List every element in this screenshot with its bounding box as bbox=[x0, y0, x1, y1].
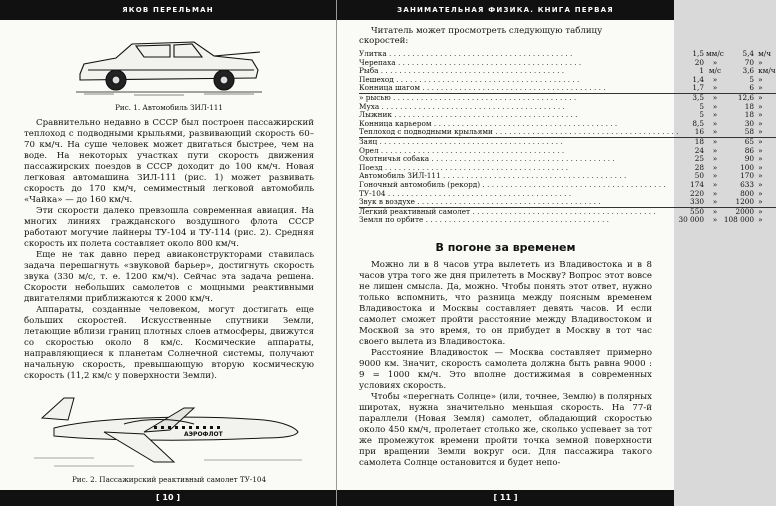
speed-name: Муха . . . bbox=[359, 102, 565, 111]
speed-unit-1-cell: » bbox=[712, 92, 718, 102]
speed-unit-1-cell: » bbox=[712, 57, 718, 67]
speed-value-1-cell: 16 bbox=[678, 128, 706, 137]
left-paragraph-2: Эти скорости далеко превзошла современная авиация. На многих линиях гражданского воздушного флота СССР работают могучие лайнеры ТУ-104 и ТУ-114 (рис. 2). Средняя скорость их полета составляет около 800 км/ч. bbox=[24, 206, 314, 249]
fig2-caption: Рис. 2. Пассажирский реактивный самолет ТУ-104 bbox=[71, 475, 267, 484]
speed-unit-1-cell: » bbox=[712, 154, 718, 164]
speed-name: Звук в воздухе . . . bbox=[359, 197, 601, 206]
speed-name: ТУ-104 . . . bbox=[359, 189, 571, 198]
speed-name: Автомобиль ЗИЛ-111 . . . bbox=[359, 171, 626, 180]
right-paragraph-1: Можно ли в 8 часов утра вылететь из Владивостока и в 8 часов утра того же дня прилететь в Москву? Вопрос этот вовсе не лишен смысла. Да, можно. Чтобы понять этот ответ, нужно только вспомнить, что разница между поясным временем Владивостока и Москвы составляет девять часов. И если самолет сможет пройти расстояние между Владивостоком и Москвой за это время, то он прибудет в Москву в тот час своего вылета из Владивостока. bbox=[359, 259, 652, 347]
speed-unit-2-cell: » bbox=[758, 101, 763, 111]
speed-unit-2-cell: » bbox=[758, 74, 763, 84]
speed-name: Улитка . . . bbox=[359, 49, 572, 58]
speed-unit-1-cell: » bbox=[712, 162, 718, 172]
speed-unit-2-cell: » bbox=[758, 206, 763, 216]
speed-value-2-cell: 70 bbox=[744, 57, 755, 67]
speed-unit-2-cell: » bbox=[758, 145, 763, 155]
speed-unit-1-cell: » bbox=[712, 145, 718, 155]
plane-livery-text: АЭРОФЛОТ bbox=[184, 431, 223, 438]
speed-value-2-cell: 86 bbox=[744, 145, 755, 155]
speed-value-1-cell: 20 bbox=[694, 57, 704, 67]
speed-value-2-cell: 5 bbox=[749, 74, 755, 84]
speed-value-1-cell: 550 bbox=[690, 206, 704, 216]
fig1-caption: Рис. 1. Автомобиль ЗИЛ-111 bbox=[115, 103, 223, 112]
speed-value-2-cell: 1200 bbox=[724, 198, 756, 207]
speed-unit-1-cell: » bbox=[712, 179, 718, 189]
speed-unit-1-cell: м/с bbox=[708, 66, 722, 76]
speed-unit-1-cell: » bbox=[706, 198, 724, 207]
left-paragraph-3: Еще не так давно перед авиаконструкторами ставилась задача перешагнуть «звуковой барьер», достигнуть скорость звука (330 м/с, т. е. 1200 км/ч). Сейчас эта задача решена. Скорости небольших самолетов с мощными реактивными двигателями приближаются к 2000 км/ч. bbox=[24, 250, 314, 304]
speed-name: Лыжник . . . bbox=[359, 110, 577, 119]
speed-name: Земля по орбите . . . bbox=[359, 215, 609, 224]
speed-unit-1-cell: » bbox=[712, 215, 718, 225]
speed-unit-2-cell: » bbox=[758, 110, 763, 120]
speed-unit-2-cell: м/ч bbox=[758, 49, 772, 58]
speed-value-1-cell: 1,5 bbox=[692, 49, 704, 58]
speed-unit-2-cell: » bbox=[758, 171, 763, 181]
speed-name: Рыба . . . bbox=[359, 66, 564, 75]
speed-value-2-cell: 30 bbox=[744, 118, 755, 128]
speed-value-2-cell: 100 bbox=[740, 162, 755, 172]
speed-value-1-cell: 28 bbox=[694, 162, 704, 172]
speed-value-1-cell: 1,7 bbox=[678, 84, 706, 93]
speed-name: Пешеход . . . bbox=[359, 75, 579, 84]
speed-value-2-cell: 65 bbox=[744, 136, 755, 146]
left-page bbox=[0, 0, 337, 506]
speed-unit-2-cell: » bbox=[758, 118, 763, 128]
speed-value-1-cell: 5 bbox=[699, 101, 704, 111]
speed-unit-1-cell: » bbox=[712, 171, 718, 181]
speed-name: Теплоход с подводными крыльями . . . bbox=[359, 127, 678, 136]
speed-name: Гоночный автомобиль (рекорд) . . . bbox=[359, 180, 666, 189]
speed-unit-1-cell: » bbox=[706, 84, 724, 93]
speed-name: Охотничья собака . . . bbox=[359, 154, 615, 163]
speed-name: Орел . . . bbox=[359, 146, 564, 155]
car-illustration bbox=[74, 26, 264, 100]
speed-unit-2-cell: » bbox=[758, 136, 763, 146]
speed-unit-1-cell: » bbox=[712, 136, 718, 146]
speed-unit-2-cell: » bbox=[758, 92, 763, 102]
speed-value-2-cell: 2000 bbox=[735, 206, 755, 216]
right-paragraph-3: Чтобы «перегнать Солнце» (или, точнее, Землю) в полярных широтах, нужна значительно меньшая скорость. На 77-й параллели (Новая Земля) самолет, обладающий скоростью около 450 км/ч, пролетает столько же, сколько успевает за тот же промежуток времени пройти точка земной поверхности при вращении Земли вокруг оси. Для пассажира такого самолета Солнце остановится и будет непо- bbox=[359, 391, 652, 468]
speed-unit-1-cell: » bbox=[712, 101, 718, 111]
speed-value-2-cell: 633 bbox=[740, 179, 755, 189]
speed-unit-1-cell: » bbox=[706, 128, 724, 137]
speed-value-2-cell: 108 000 bbox=[723, 215, 755, 225]
speed-unit-2-cell: » bbox=[758, 154, 763, 164]
right-page-number: [ 11 ] bbox=[337, 490, 674, 506]
speed-unit-1-cell: » bbox=[712, 206, 718, 216]
speed-value-1-cell: 18 bbox=[694, 136, 704, 146]
right-running-header: ЗАНИМАТЕЛЬНАЯ ФИЗИКА. КНИГА ПЕРВАЯ bbox=[337, 0, 674, 20]
speed-value-1-cell: 1,4 bbox=[692, 74, 704, 84]
speed-unit-1-cell: » bbox=[712, 110, 718, 120]
speed-unit-2-cell: » bbox=[758, 215, 763, 225]
right-page bbox=[337, 0, 776, 506]
speed-value-2-cell: 90 bbox=[744, 154, 755, 164]
speed-value-2-cell: 58 bbox=[724, 128, 756, 137]
speed-unit-1-cell: » bbox=[712, 74, 718, 84]
speed-value-2-cell: 12,6 bbox=[737, 92, 755, 102]
speed-unit-2-cell: » bbox=[758, 188, 763, 198]
speed-value-2-cell: 18 bbox=[744, 101, 755, 111]
left-running-header: ЯКОВ ПЕРЕЛЬМАН bbox=[0, 0, 336, 20]
speed-value-1-cell: 30 000 bbox=[678, 215, 704, 225]
speed-name: » рысью . . . bbox=[359, 93, 576, 102]
left-page-number: [ 10 ] bbox=[0, 490, 336, 506]
speed-value-2-cell: 170 bbox=[740, 171, 755, 181]
speed-unit-2-cell: км/ч bbox=[758, 66, 776, 76]
speed-unit-2-cell: » bbox=[756, 128, 776, 137]
table-row bbox=[359, 216, 776, 225]
speed-unit-2-cell: » bbox=[758, 57, 763, 67]
speed-unit-1-cell: » bbox=[712, 188, 718, 198]
speed-name: Черепаха . . . bbox=[359, 58, 581, 67]
speed-value-1-cell: 5 bbox=[699, 110, 704, 120]
table-intro: Читатель может просмотреть следующую таблицу скоростей: bbox=[359, 26, 603, 46]
speed-name: Конница шагом . . . bbox=[359, 83, 606, 92]
speed-name: Конница карьером . . . bbox=[359, 119, 617, 128]
right-paragraph-2: Расстояние Владивосток — Москва составляет примерно 9000 км. Значит, скорость самолета должна быть равна 9000 : 9 = 1000 км/ч. Это вполне достижимая в современных условиях скорость. bbox=[359, 347, 652, 391]
speed-name: Легкий реактивный самолет . . . bbox=[359, 207, 656, 216]
speed-name: Заяц . . . bbox=[359, 137, 563, 146]
speed-name-cell bbox=[359, 216, 678, 225]
speed-value-1-cell: 1 bbox=[699, 66, 704, 76]
speed-name: Поезд . . . bbox=[359, 163, 568, 172]
speed-value-1-cell: 24 bbox=[694, 145, 704, 155]
speed-value-1-cell: 174 bbox=[690, 179, 704, 189]
speed-value-1-cell: 8,5 bbox=[692, 118, 704, 128]
speed-value-2-cell: 800 bbox=[740, 188, 755, 198]
left-paragraph-4: Аппараты, созданные человеком, могут достигать еще больших скоростей. Искусственные спутники Земли, летающие вблизи границ плотных слоев атмосферы, движутся со скоростью около 8 км/с. Космические аппараты, направляющиеся к планетам Солнечной системы, получают начальную скорость, превышающую вторую космическую скорость (11,2 км/с у поверхности Земли). bbox=[24, 305, 314, 381]
speed-unit-2-cell: » bbox=[758, 179, 763, 189]
section-title: В погоне за временем bbox=[435, 240, 576, 254]
speed-unit-2-cell: » bbox=[756, 198, 776, 207]
speed-value-1-cell: 25 bbox=[694, 154, 704, 164]
left-page-content bbox=[24, 26, 314, 490]
speed-value-2-cell: 5,4 bbox=[742, 49, 755, 58]
speed-unit-1-cell: » bbox=[712, 118, 718, 128]
speed-value-1-cell: 50 bbox=[694, 171, 704, 181]
speed-value-2-cell: 18 bbox=[744, 110, 755, 120]
speed-value-1-cell: 330 bbox=[678, 198, 706, 207]
speed-unit-2-cell: » bbox=[756, 84, 776, 93]
speed-table bbox=[359, 50, 776, 225]
speed-value-2-cell: 3,6 bbox=[742, 66, 755, 76]
left-paragraph-1: Сравнительно недавно в СССР был построен пассажирский теплоход с подводными крыльями, развивающий скорость 60–70 км/ч. На суше человек может двигаться быстрее, чем на воде. На некоторых участках пути скорость движения пассажирских поездов в СССР доходит до 100 км/ч. Новая легковая автомашина ЗИЛ-111 (рис. 1) может развивать скорость до 170 км/ч, семиместный легковой автомобиль «Чайка» — до 160 км/ч. bbox=[24, 118, 314, 205]
right-page-content bbox=[359, 26, 776, 469]
speed-value-2-cell: 6 bbox=[724, 84, 756, 93]
speed-value-1-cell: 220 bbox=[690, 188, 704, 198]
speed-unit-1-cell: мм/с bbox=[705, 49, 724, 58]
speed-value-1-cell: 3,5 bbox=[692, 92, 704, 102]
airplane-illustration bbox=[34, 388, 304, 472]
speed-unit-2-cell: » bbox=[758, 162, 763, 172]
